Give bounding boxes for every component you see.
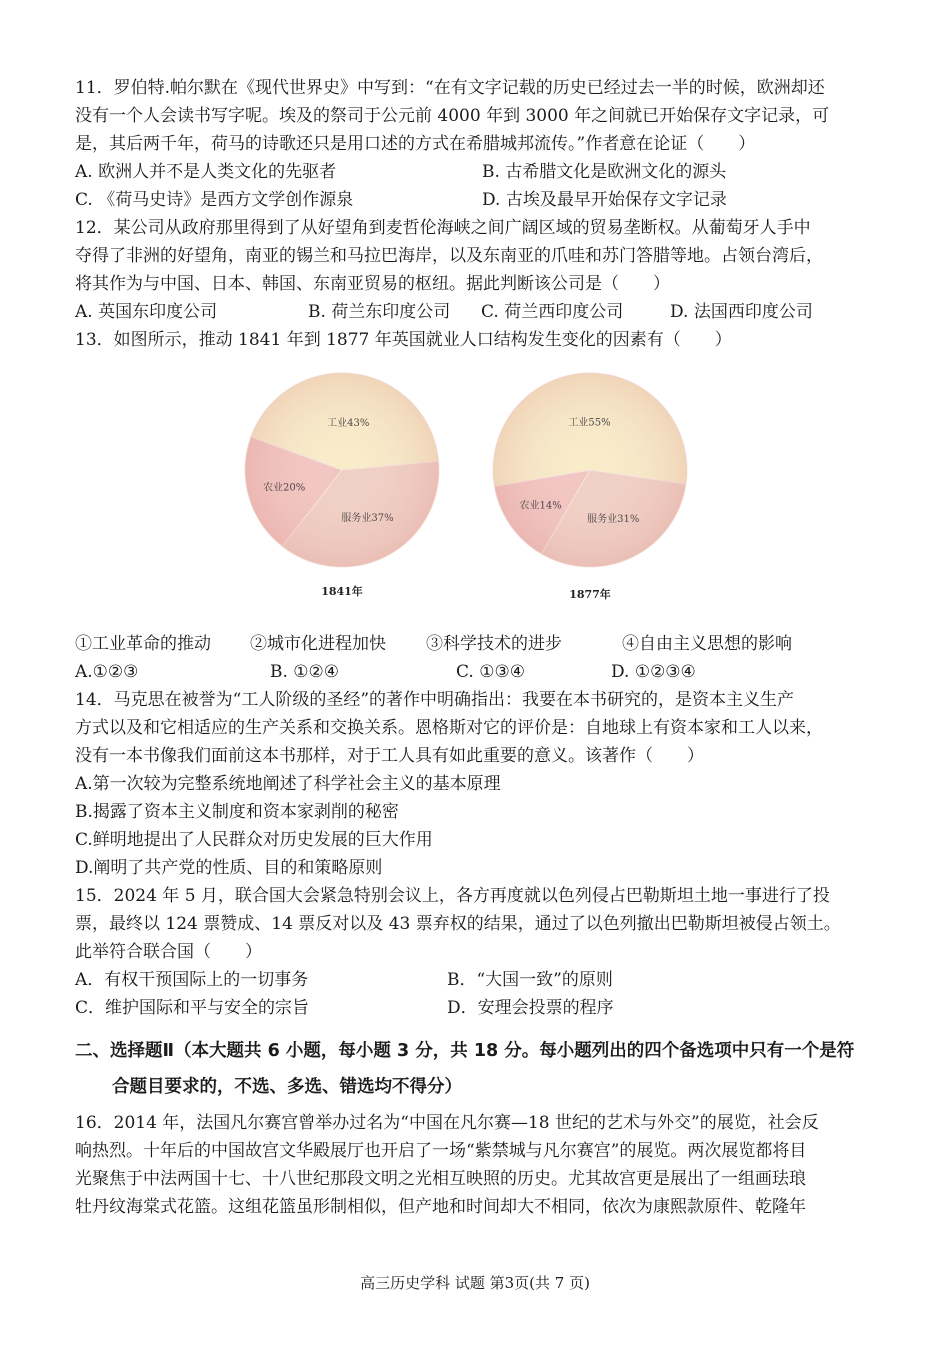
q12-line-3: 将其作为与中国、日本、韩国、东南亚贸易的枢纽。据此判断该公司是（ ） bbox=[75, 274, 670, 294]
q16-line-2: 响热烈。十年后的中国故宫文华殿展厅也开启了一场“紫禁城与凡尔赛宫”的展览。两次展览都将目 bbox=[75, 1141, 807, 1161]
q15-option-c: C．维护国际和平与安全的宗旨 bbox=[75, 998, 310, 1018]
q12-option-a: A. 英国东印度公司 bbox=[75, 302, 218, 322]
q14-option-c: C.鲜明地提出了人民群众对历史发展的巨大作用 bbox=[75, 830, 433, 850]
q15-option-b: B．“大国一致”的原则 bbox=[447, 970, 613, 990]
q14-option-a: A.第一次较为完整系统地阐述了科学社会主义的基本原理 bbox=[75, 774, 501, 794]
pie-title: 1841年 bbox=[321, 585, 363, 598]
q15-line-1: 15．2024 年 5 月，联合国大会紧急特别会议上，各方再度就以色列侵占巴勒斯坦土地一事进行了投 bbox=[75, 886, 830, 906]
q12-option-b: B. 荷兰东印度公司 bbox=[308, 302, 451, 322]
q14-option-d: D.阐明了共产党的性质、目的和策略原则 bbox=[75, 858, 383, 878]
q14-line-1: 14．马克思在被誉为“工人阶级的圣经”的著作中明确指出：我要在本书研究的，是资本主义生产 bbox=[75, 690, 795, 710]
q12-line-1: 12．某公司从政府那里得到了从好望角到麦哲伦海峡之间广阔区域的贸易垄断权。从葡萄牙人手中 bbox=[75, 218, 811, 238]
q13-factor-2: ②城市化进程加快 bbox=[250, 634, 386, 654]
q15-option-d: D．安理会投票的程序 bbox=[447, 998, 614, 1018]
q13-factor-1: ①工业革命的推动 bbox=[75, 634, 211, 654]
q13-factor-4: ④自由主义思想的影响 bbox=[622, 634, 792, 654]
q16-line-3: 光聚焦于中法两国十七、十八世纪那段文明之光相互映照的历史。尤其故宫更是展出了一组画珐琅 bbox=[75, 1169, 806, 1189]
q11-option-a: A. 欧洲人并不是人类文化的先驱者 bbox=[75, 162, 337, 182]
pie-1841 bbox=[245, 373, 439, 598]
q11-option-c: C. 《荷马史诗》是西方文学创作源泉 bbox=[75, 190, 354, 210]
q12-option-d: D. 法国西印度公司 bbox=[670, 302, 813, 322]
q11-line-1: 11．罗伯特.帕尔默在《现代世界史》中写到：“在有文字记载的历史已经过去一半的时候，欧洲却还 bbox=[75, 78, 825, 98]
pie-1877 bbox=[493, 373, 687, 601]
q13-option-a: A.①②③ bbox=[75, 662, 139, 682]
q13-option-c: C. ①③④ bbox=[456, 662, 525, 682]
q13-line: 13．如图所示，推动 1841 年到 1877 年英国就业人口结构发生变化的因素有（ ） bbox=[75, 330, 732, 350]
pie-title: 1877年 bbox=[569, 588, 611, 601]
q16-line-4: 牡丹纹海棠式花篮。这组花篮虽形制相似，但产地和时间却大不相同，依次为康熙款原件、乾隆年 bbox=[75, 1197, 806, 1217]
section-2-heading-cont: 合题目要求的，不选、多选、错选均不得分） bbox=[112, 1077, 462, 1097]
q14-line-3: 没有一本书像我们面前这本书那样，对于工人具有如此重要的意义。该著作（ ） bbox=[75, 746, 704, 766]
q13-option-d: D. ①②③④ bbox=[611, 662, 696, 682]
q16-line-1: 16．2014 年，法国凡尔赛宫曾举办过名为“中国在凡尔赛—18 世纪的艺术与外交”的展览，社会反 bbox=[75, 1113, 819, 1133]
pie-shading bbox=[245, 373, 439, 567]
q11-line-2: 没有一个人会读书写字呢。埃及的祭司于公元前 4000 年到 3000 年之间就已开始保存文字记录，可 bbox=[75, 106, 830, 126]
page-footer: 高三历史学科 试题 第3页(共 7 页) bbox=[360, 1274, 590, 1292]
q15-line-2: 票，最终以 124 票赞成、14 票反对以及 43 票弃权的结果，通过了以色列撤出巴勒斯坦被侵占领土。 bbox=[75, 914, 841, 934]
pie-charts bbox=[0, 360, 950, 630]
q13-option-b: B. ①②④ bbox=[270, 662, 340, 682]
q11-option-b: B. 古希腊文化是欧洲文化的源头 bbox=[482, 162, 727, 182]
q14-line-2: 方式以及和它相适应的生产关系和交换关系。恩格斯对它的评价是：自地球上有资本家和工人以来， bbox=[75, 718, 823, 738]
q15-line-3: 此举符合联合国（ ） bbox=[75, 942, 262, 962]
q11-line-3: 是，其后两千年，荷马的诗歌还只是用口述的方式在希腊城邦流传。”作者意在论证（ ） bbox=[75, 134, 756, 154]
q13-factor-3: ③科学技术的进步 bbox=[426, 634, 562, 654]
q15-option-a: A．有权干预国际上的一切事务 bbox=[75, 970, 309, 990]
pie-shading bbox=[493, 373, 687, 567]
q12-option-c: C. 荷兰西印度公司 bbox=[481, 302, 624, 322]
q11-option-d: D. 古埃及最早开始保存文字记录 bbox=[482, 190, 727, 210]
q14-option-b: B.揭露了资本主义制度和资本家剥削的秘密 bbox=[75, 802, 399, 822]
q12-line-2: 夺得了非洲的好望角，南亚的锡兰和马拉巴海岸，以及东南亚的爪哇和苏门答腊等地。占领台湾后， bbox=[75, 246, 823, 266]
section-2-heading: 二、选择题Ⅱ（本大题共 6 小题，每小题 3 分，共 18 分。每小题列出的四个备选项中只有一个是符 bbox=[75, 1041, 855, 1061]
